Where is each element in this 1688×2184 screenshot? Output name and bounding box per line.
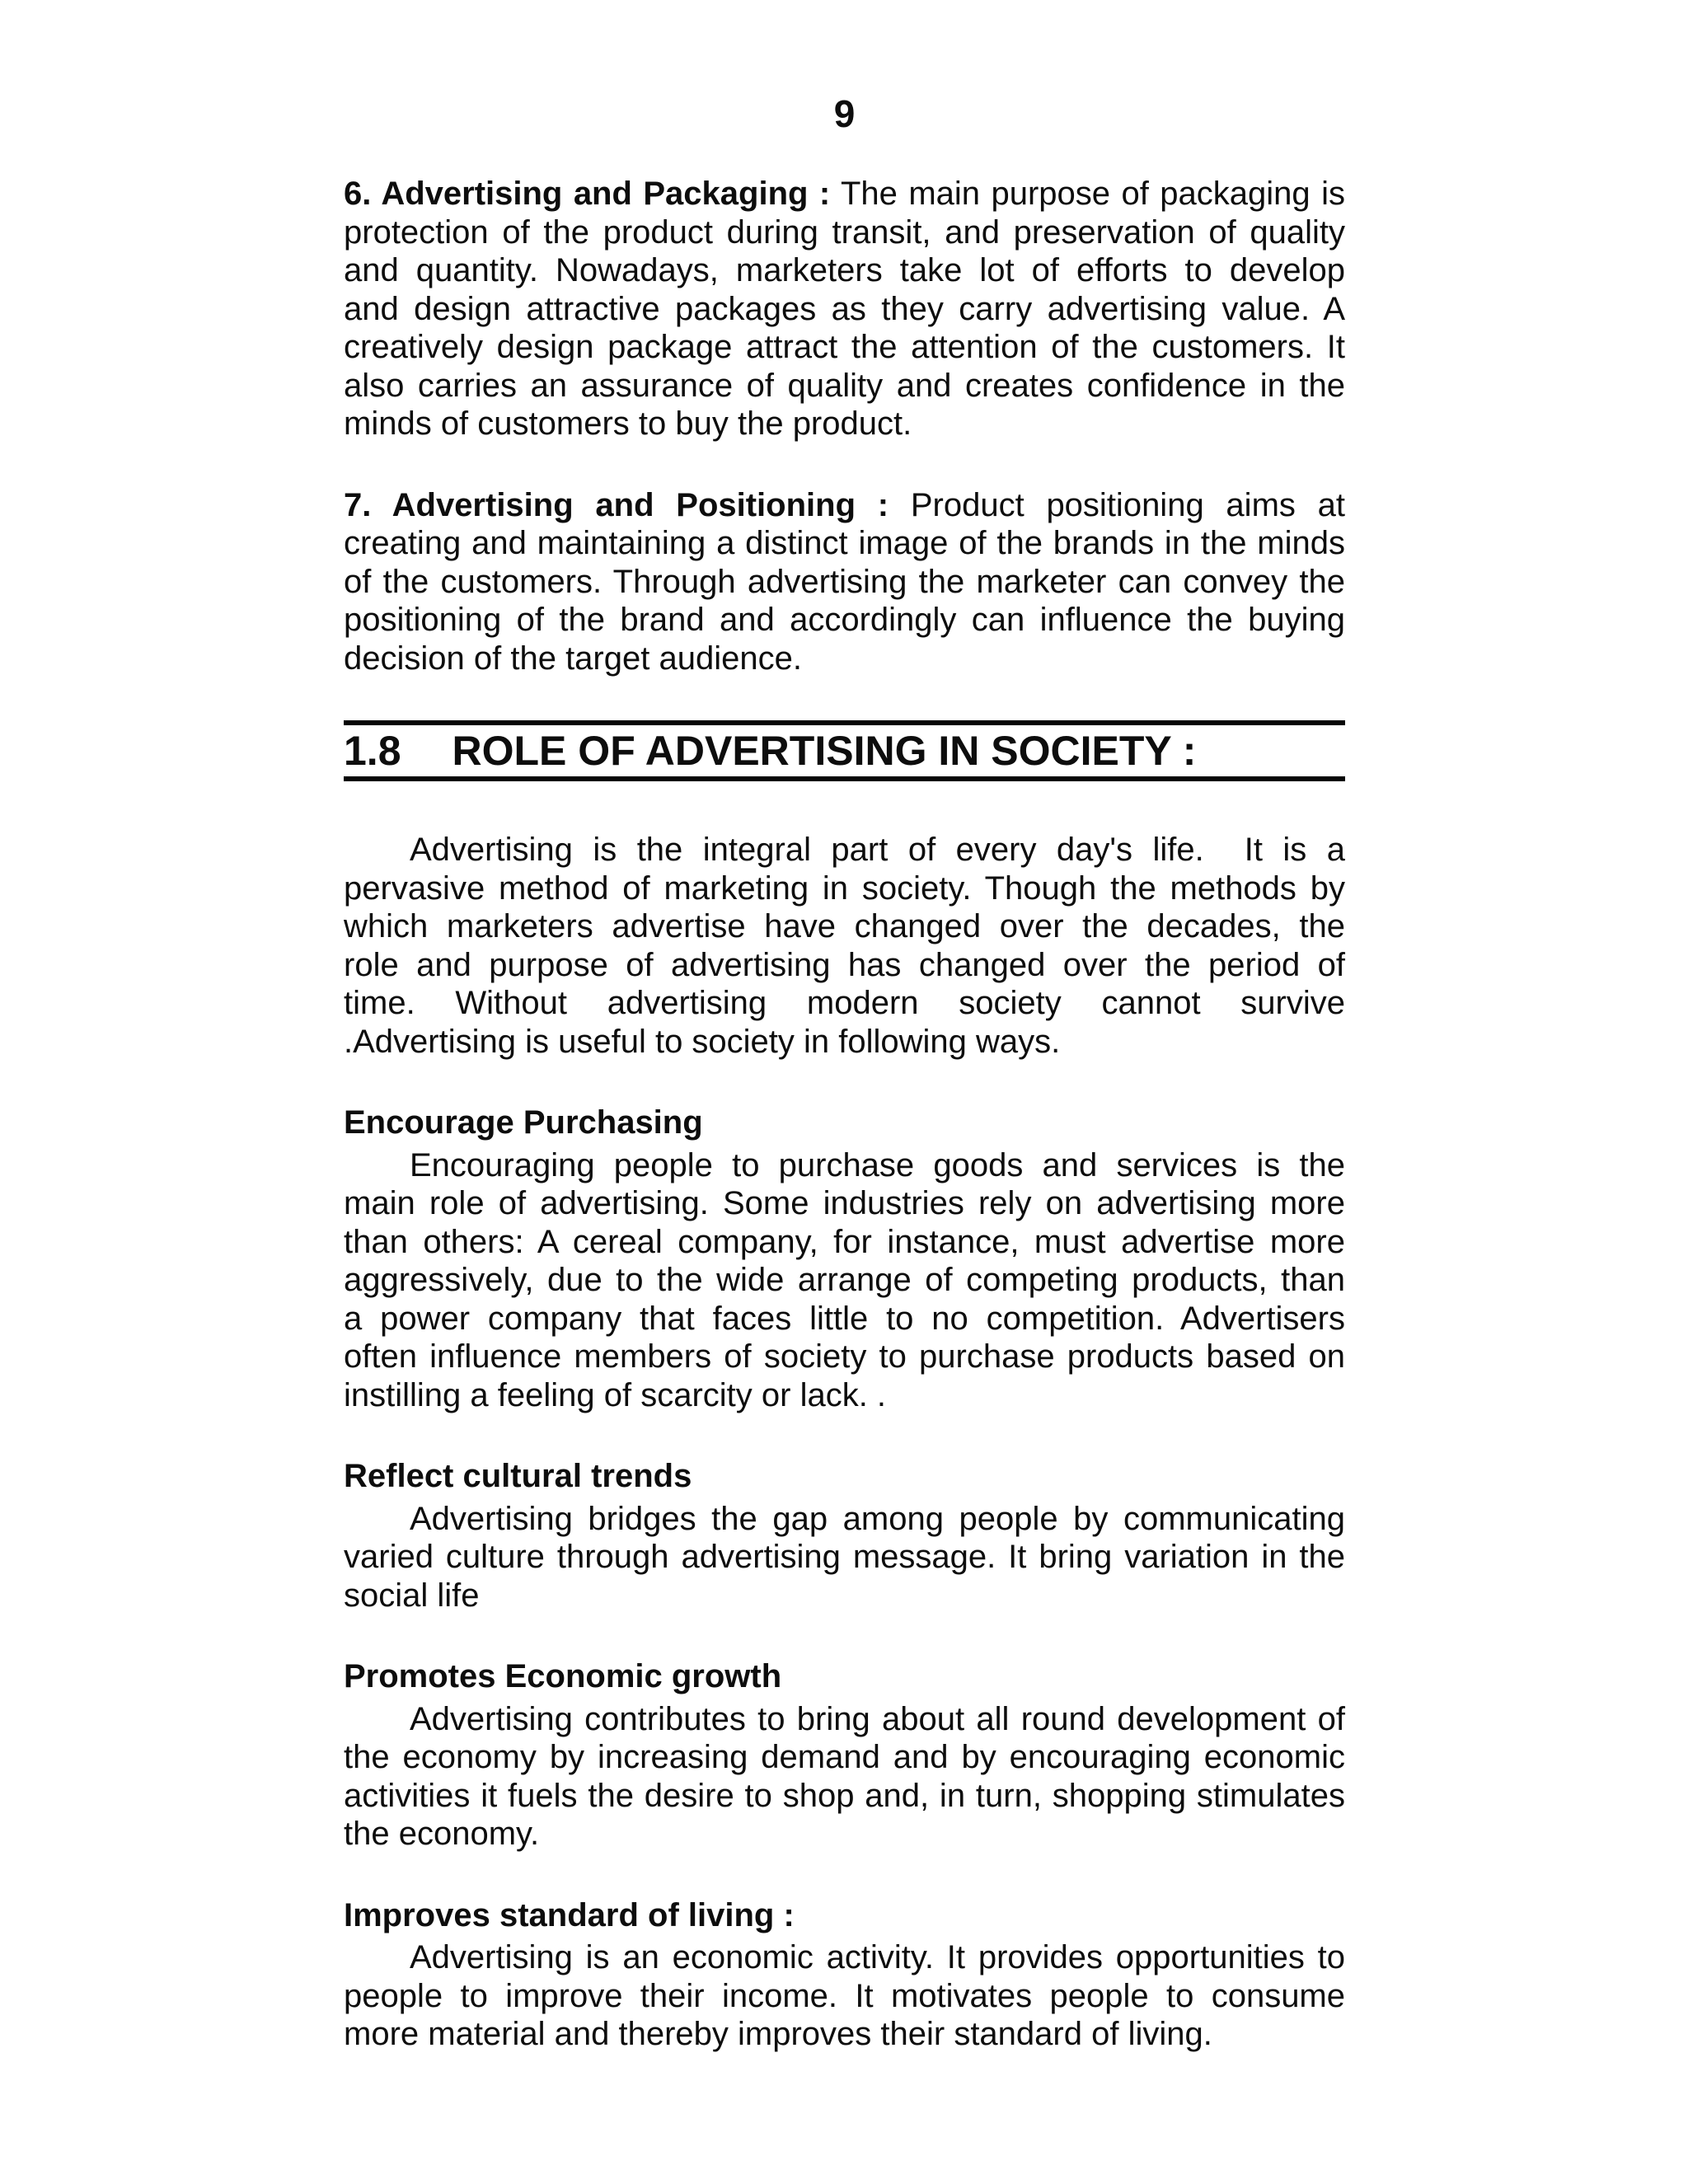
text-line: the economy by increasing demand and by encouraging economic: [344, 1739, 1345, 1775]
text-line: Advertising is the integral part of every day's life. It is a: [410, 832, 1345, 868]
paragraph-advertising-and-positioning: [344, 486, 1345, 678]
text-line: and quantity. Nowadays, marketers take lot of efforts to develop: [344, 252, 1345, 288]
text-line: which marketers advertise have changed over the decades, the: [344, 908, 1345, 944]
text-line: than others: A cereal company, for instance, must advertise more: [344, 1223, 1345, 1260]
text-line: people to improve their income. It motivates people to consume: [344, 1977, 1345, 2014]
text-line: instilling a feeling of scarcity or lack. .: [344, 1376, 887, 1413]
text-line: creatively design package attract the attention of the customers. It: [344, 329, 1345, 365]
section-title: ROLE OF ADVERTISING IN SOCIETY :: [452, 728, 1197, 774]
text-line: .Advertising is useful to society in following ways.: [344, 1023, 1061, 1060]
text-line: Advertising bridges the gap among people by communicating: [410, 1500, 1345, 1537]
text-line: aggressively, due to the wide arrange of competing products, than: [344, 1262, 1345, 1298]
text-line: social life: [344, 1577, 480, 1614]
text-line: Advertising contributes to bring about all round development of: [410, 1700, 1345, 1737]
text-line: activities it fuels the desire to shop and, in turn, shopping stimulates: [344, 1777, 1345, 1814]
text-line: 7. Advertising and Positioning : Product positioning aims at: [344, 486, 1345, 523]
text-line: creating and maintaining a distinct image of the brands in the minds: [344, 525, 1345, 561]
paragraph-role-intro: [344, 831, 1345, 1061]
text-line: role and purpose of advertising has changed over the period of: [344, 946, 1345, 983]
text-line: 6. Advertising and Packaging : The main purpose of packaging is: [344, 176, 1345, 212]
text-line: pervasive method of marketing in society. Though the methods by: [344, 869, 1345, 907]
page-number: 9: [833, 92, 856, 135]
text-line: also carries an assurance of quality and creates confidence in the: [344, 367, 1345, 404]
section-number: 1.8: [344, 728, 401, 774]
text-line: decision of the target audience.: [344, 640, 802, 677]
subheading-improves-standard-of-living: Improves standard of living :: [344, 1896, 795, 1933]
subheading-reflect-cultural-trends: Reflect cultural trends: [344, 1458, 692, 1494]
bold-lead-in: 6. Advertising and Packaging :: [344, 176, 831, 212]
subheading-encourage-purchasing: Encourage Purchasing: [344, 1104, 703, 1141]
text-line: more material and thereby improves their standard of living.: [344, 2016, 1212, 2052]
paragraph-advertising-and-packaging: [344, 175, 1345, 443]
text-line: of the customers. Through advertising the marketer can convey the: [344, 563, 1345, 600]
subheading-promotes-economic-growth: Promotes Economic growth: [344, 1658, 782, 1694]
bold-lead-in: 7. Advertising and Positioning :: [344, 486, 889, 523]
paragraph-encourage-purchasing: [344, 1146, 1345, 1415]
paragraph-promotes-economic-growth: [344, 1700, 1345, 1854]
text-line: Advertising is an economic activity. It provides opportunities to: [410, 1939, 1345, 1975]
text-line: minds of customers to buy the product.: [344, 405, 912, 442]
text-line: positioning of the brand and accordingly can influence the buying: [344, 602, 1345, 638]
paragraph-reflect-cultural-trends: [344, 1500, 1345, 1615]
text-line: main role of advertising. Some industries rely on advertising more: [344, 1185, 1345, 1221]
text-line: often influence members of society to purchase products based on: [344, 1338, 1345, 1375]
text-line: and design attractive packages as they carry advertising value. A: [344, 290, 1345, 327]
text-line: time. Without advertising modern society cannot survive: [344, 985, 1345, 1021]
text-line: varied culture through advertising message. It bring variation in the: [344, 1539, 1345, 1575]
text-line: the economy.: [344, 1816, 540, 1852]
section-heading: [344, 720, 1345, 781]
text-line: a power company that faces little to no competition. Advertisers: [344, 1300, 1345, 1337]
paragraph-improves-standard-of-living: [344, 1938, 1345, 2054]
text-line: Encouraging people to purchase goods and services is the: [410, 1146, 1345, 1183]
text-line: protection of the product during transit, and preservation of quality: [344, 213, 1345, 251]
